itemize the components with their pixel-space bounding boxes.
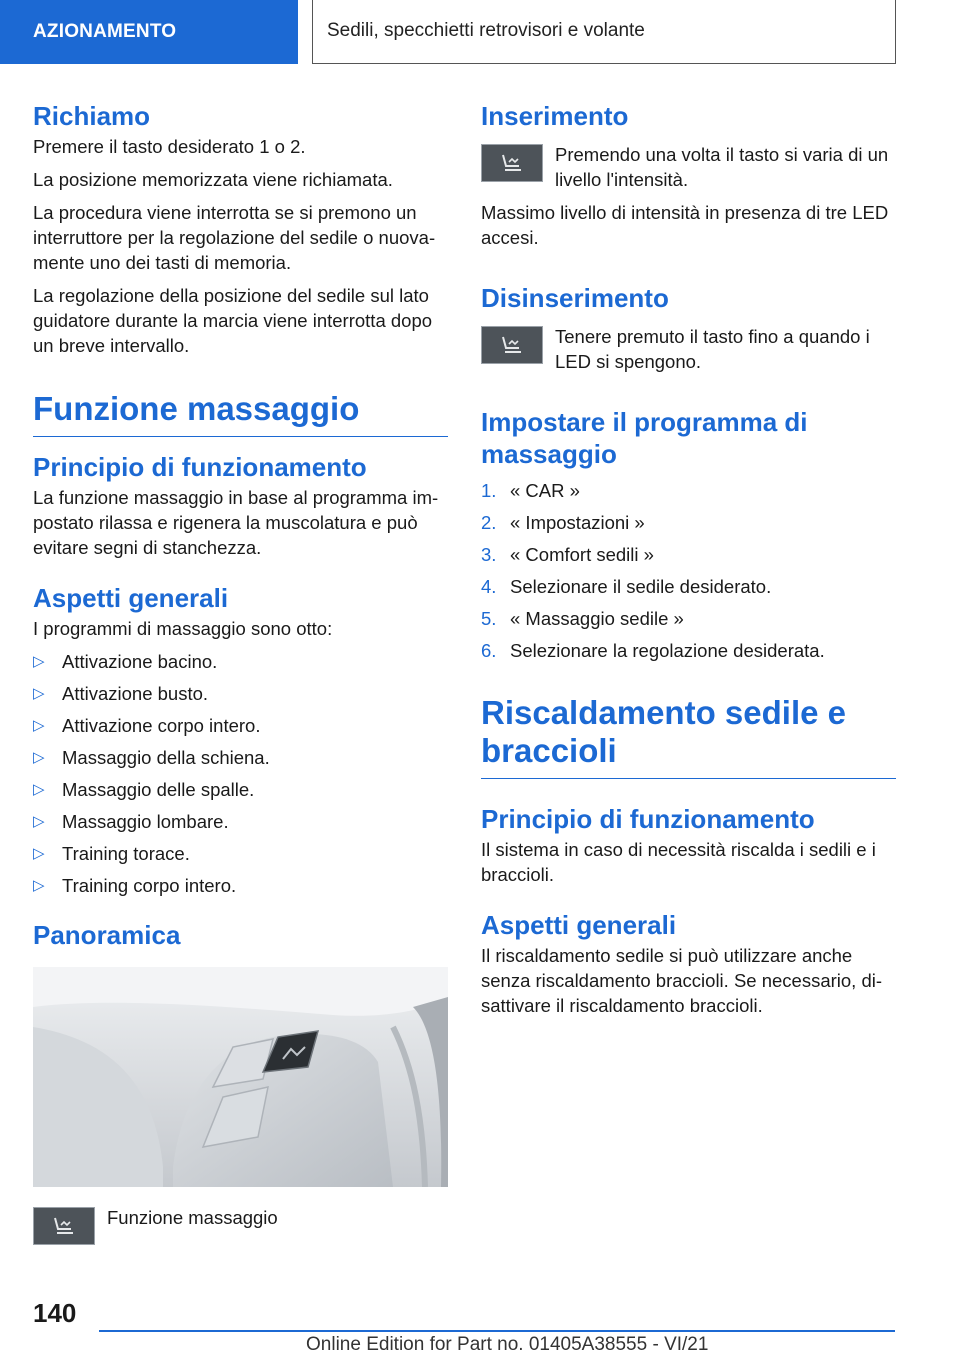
heading-inserimento: Inserimento — [481, 101, 629, 131]
photo-caption: Funzione massaggio — [107, 1207, 278, 1228]
paragraph: Premere il tasto desiderato 1 o 2. — [33, 136, 306, 157]
paragraph: La funzione massaggio in base al programma im-postato rilassa e rigenera la muscolatura e può evitare segni di stanchezza. — [33, 487, 439, 558]
triangle-right-icon: ▷ — [33, 717, 45, 734]
paragraph: I programmi di massaggio sono otto: — [33, 618, 333, 639]
door-panel-photo — [33, 967, 448, 1187]
paragraph: Premendo una volta il tasto si varia di un livello l'intensità. — [555, 144, 889, 190]
heading-principio: Principio di funzionamento — [33, 452, 367, 482]
list-item: 4. Selezionare il sedile desiderato. — [481, 576, 772, 597]
massage-seat-icon — [481, 144, 543, 182]
header-section-label: AZIONAMENTO — [33, 21, 177, 42]
heading-impostare: Impostare il programma di massaggio — [481, 407, 808, 469]
edition-label: Online Edition for Part no. 01405A38555 - VI/21 — [306, 1334, 709, 1355]
heading-funzione-massaggio: Funzione massaggio — [33, 390, 448, 437]
paragraph: La regolazione della posizione del sedile sul lato guidatore durante la marcia viene interrotta dopo un breve intervallo. — [33, 285, 433, 356]
paragraph: Massimo livello di intensità in presenza di tre LED accesi. — [481, 202, 889, 248]
right-column — [481, 100, 896, 1026]
massage-seat-icon — [33, 1207, 95, 1245]
header-chapter-box — [312, 0, 896, 64]
paragraph: Il sistema in caso di necessità riscalda i sedili e i braccioli. — [481, 839, 876, 885]
list-item: ▷ Attivazione busto. — [33, 683, 209, 704]
heading-aspetti-generali: Aspetti generali — [33, 583, 229, 613]
program-list — [33, 649, 448, 898]
list-item: ▷ Training torace. — [33, 843, 190, 864]
list-item: ▷ Massaggio della schiena. — [33, 747, 270, 768]
list-item: 2. « Impostazioni » — [481, 512, 645, 533]
heading-riscaldamento: Riscaldamento sedile e braccioli — [481, 694, 896, 779]
paragraph: Tenere premuto il tasto fino a quando i LED si spengono. — [555, 326, 870, 372]
page-number: 140 — [33, 1298, 77, 1328]
disinserimento-row — [481, 324, 896, 374]
caption-row — [33, 1205, 448, 1245]
list-item: 5. « Massaggio sedile » — [481, 608, 684, 629]
triangle-right-icon: ▷ — [33, 877, 45, 894]
massage-seat-icon — [481, 326, 543, 364]
left-column — [33, 100, 448, 1253]
list-item: ▷ Attivazione bacino. — [33, 651, 218, 672]
heading-richiamo: Richiamo — [33, 101, 151, 131]
list-item: ▷ Massaggio delle spalle. — [33, 779, 255, 800]
header-section-tab — [0, 0, 298, 64]
heading-principio: Principio di funzionamento — [481, 804, 815, 834]
steps-list — [481, 478, 896, 663]
triangle-right-icon: ▷ — [33, 845, 45, 862]
heading-panoramica: Panoramica — [33, 920, 181, 950]
list-item: ▷ Training corpo intero. — [33, 875, 237, 896]
triangle-right-icon: ▷ — [33, 749, 45, 766]
header-chapter-label: Sedili, specchietti retrovisori e volante — [327, 20, 645, 41]
heading-disinserimento: Disinserimento — [481, 283, 669, 313]
triangle-right-icon: ▷ — [33, 813, 45, 830]
list-item: 6. Selezionare la regolazione desiderata. — [481, 640, 825, 661]
triangle-right-icon: ▷ — [33, 653, 45, 670]
paragraph: La posizione memorizzata viene richiamata. — [33, 169, 393, 190]
paragraph: Il riscaldamento sedile si può utilizzare anche senza riscaldamento braccioli. Se necessario, di-sattivare il riscaldamento braccioli. — [481, 945, 883, 1016]
list-item: 1. « CAR » — [481, 480, 580, 501]
list-item: ▷ Massaggio lombare. — [33, 811, 229, 832]
paragraph: La procedura viene interrotta se si premono un interruttore per la regolazione del sedile o nuova-mente uno dei tasti di memoria. — [33, 202, 436, 273]
list-item: 3. « Comfort sedili » — [481, 544, 654, 565]
list-item: ▷ Attivazione corpo intero. — [33, 715, 261, 736]
heading-aspetti-generali: Aspetti generali — [481, 910, 677, 940]
triangle-right-icon: ▷ — [33, 685, 45, 702]
footer-divider — [99, 1330, 895, 1332]
triangle-right-icon: ▷ — [33, 781, 45, 798]
inserimento-row — [481, 142, 896, 192]
